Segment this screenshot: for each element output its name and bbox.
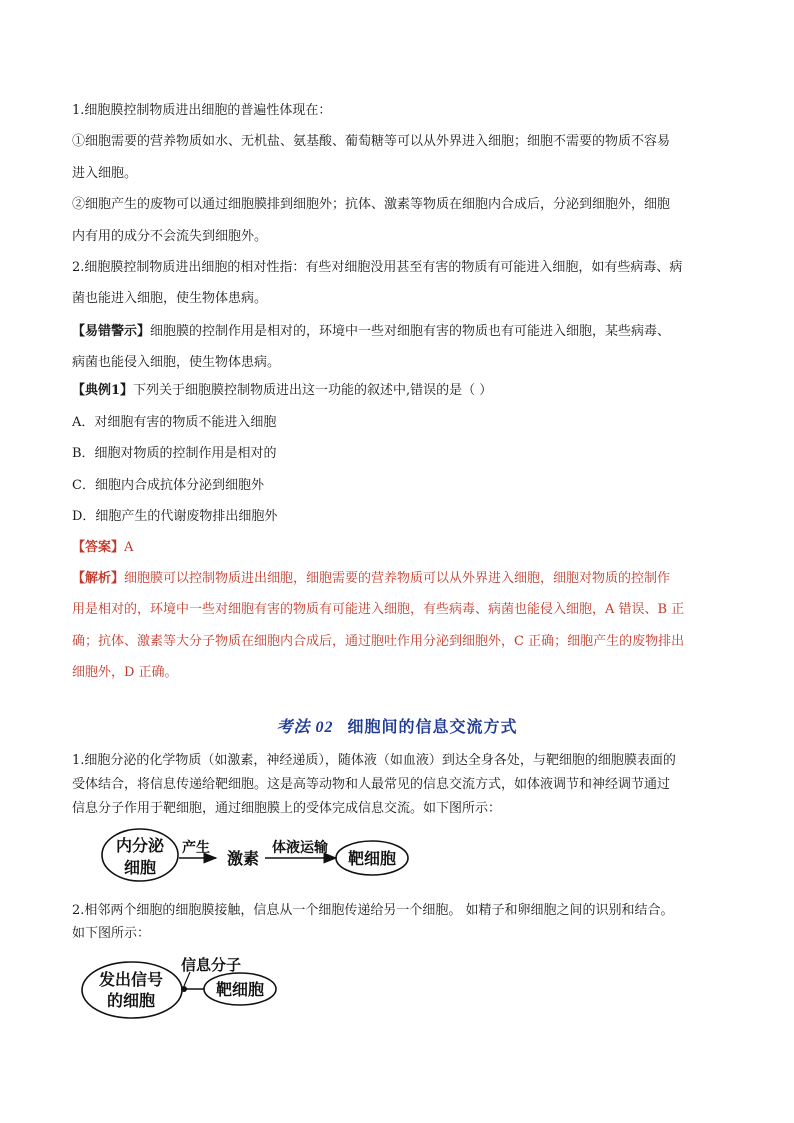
option-a: A．对细胞有害的物质不能进入细胞 [72, 415, 277, 430]
signal-molecule-dot [181, 986, 187, 992]
answer-label: 【答案】 [72, 540, 125, 555]
paragraph-3-line-1: ②细胞产生的废物可以通过细胞膜排到细胞外；抗体、激素等物质在细胞内合成后，分泌到细胞外，细胞 [72, 197, 671, 212]
warning-text: 细胞膜的控制作用是相对的，环境中一些对细胞有害的物质也有可能进入细胞，某些病毒、 [150, 324, 671, 339]
warning-label: 【易错警示】 [72, 324, 151, 339]
analysis-text-1: 细胞膜可以控制物质进出细胞，细胞需要的营养物质可以从外界进入细胞，细胞对物质的控制作 [124, 571, 671, 586]
paragraph-3-line-2: 内有用的成分不会流失到细胞外。 [72, 229, 268, 244]
section-paragraph-2-line-2: 如下图所示： [72, 926, 151, 941]
section-paragraph-1-line-1: 1.细胞分泌的化学物质（如激素，神经递质），随体液（如血液）到达全身各处，与靶细胞的细胞膜表面的 [72, 753, 676, 768]
section-paragraph-1-line-2: 受体结合，将信息传递给靶细胞。这是高等动物和人最常见的信息交流方式，如体液调节和神经调节通过 [72, 777, 671, 792]
paragraph-4-line-2: 菌也能进入细胞，使生物体患病。 [72, 291, 268, 306]
section-paragraph-2-line-1: 2.相邻两个细胞的细胞膜接触，信息从一个细胞传递给另一个细胞。 如精子和卵细胞之间的识别和结合。 [72, 903, 674, 918]
paragraph-2-line-2: 进入细胞。 [72, 166, 138, 181]
example-label: 【典例1】 [72, 383, 134, 398]
analysis-line-3: 确；抗体、激素等大分子物质在细胞内合成后，通过胞吐作用分泌到细胞外，C 正确；细胞产生的废物排出 [72, 634, 685, 649]
produce-label: 产生 [182, 840, 210, 856]
paragraph-2-line-1: ①细胞需要的营养物质如水、无机盐、氨基酸、葡萄糖等可以从外界进入细胞；细胞不需要的物质不容易 [72, 134, 671, 149]
option-d: D．细胞产生的代谢废物排出细胞外 [72, 509, 278, 524]
signaling-cell-label-1: 发出信号 [98, 970, 164, 989]
endocrine-cell-label-2: 细胞 [123, 858, 157, 877]
target-cell-2-label: 靶细胞 [215, 980, 265, 999]
answer-value: A [124, 540, 134, 555]
endocrine-cell-label-1: 内分泌 [115, 836, 165, 855]
analysis-label: 【解析】 [72, 571, 125, 586]
analysis-line-2: 用是相对的，环境中一些对细胞有害的物质有可能进入细胞，有些病毒、病菌也能侵入细胞，A 错误、B 正 [72, 602, 685, 617]
target-cell-label: 靶细胞 [347, 849, 397, 868]
signaling-cell-label-2: 的细胞 [106, 991, 156, 1010]
option-b: B．细胞对物质的控制作用是相对的 [72, 446, 277, 461]
section-paragraph-1-line-3: 信息分子作用于靶细胞，通过细胞膜上的受体完成信息交流。如下图所示： [72, 801, 502, 816]
section-number: 考法 02 [276, 719, 334, 736]
hormone-label: 激素 [226, 849, 260, 868]
analysis-line-4: 细胞外，D 正确。 [72, 665, 178, 680]
signal-molecule-label: 信息分子 [180, 956, 242, 974]
section-title: 细胞间的信息交流方式 [347, 717, 518, 736]
body-fluid-transport-label: 体液运输 [272, 840, 328, 856]
paragraph-1: 1.细胞膜控制物质进出细胞的普遍性体现在： [72, 103, 332, 118]
signal-molecule-pointer [184, 972, 190, 986]
paragraph-4-line-1: 2.细胞膜控制物质进出细胞的相对性指：有些对细胞没用甚至有害的物质有可能进入细胞，如有些病毒、病 [72, 260, 683, 275]
example-question-text: 下列关于细胞膜控制物质进出这一功能的叙述中,错误的是（ ） [133, 383, 493, 398]
hormone-signal-diagram [102, 829, 408, 881]
option-c: C．细胞内合成抗体分泌到细胞外 [72, 478, 264, 493]
warning-line-2: 病菌也能侵入细胞，使生物体患病。 [72, 355, 281, 370]
contact-signal-diagram [82, 956, 276, 1018]
